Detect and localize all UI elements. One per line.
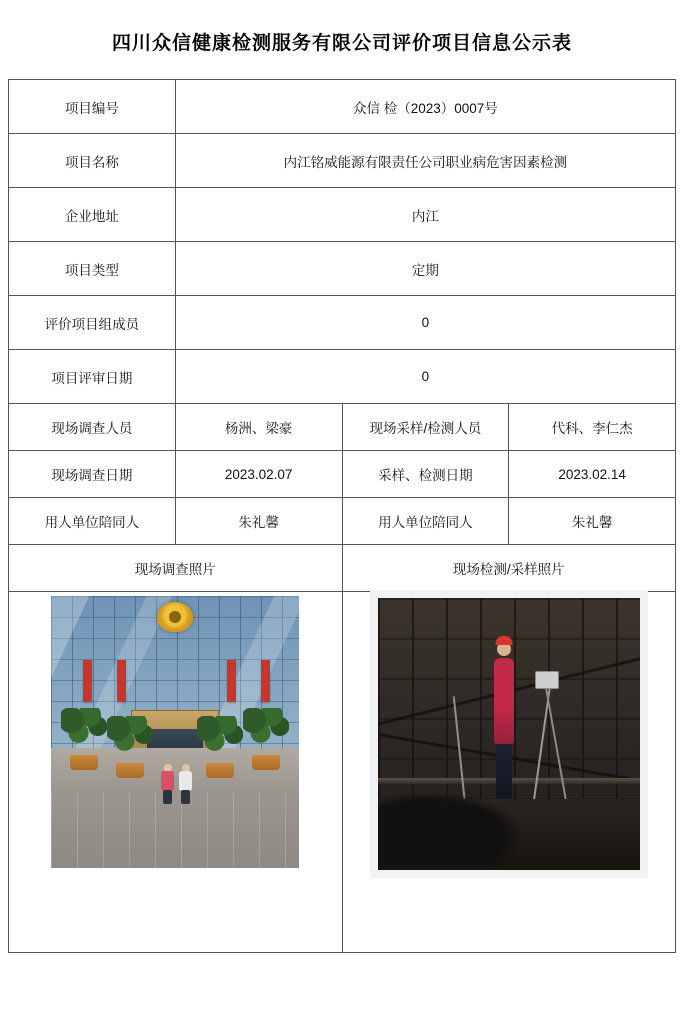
page-title: 四川众信健康检测服务有限公司评价项目信息公示表 (111, 33, 572, 54)
row-label-sampling-staff: 现场采样/检测人员 (342, 404, 509, 451)
row-value-sampling-staff: 代科、李仁杰 (509, 404, 676, 451)
row-value-review-date: 0 (175, 350, 675, 404)
row-label-team-members: 评价项目组成员 (9, 296, 176, 350)
row-label-project-number: 项目编号 (9, 80, 176, 134)
sampling-photo-wrapper (343, 592, 676, 952)
photo-header-sampling: 现场检测/采样照片 (342, 545, 676, 592)
row-label-project-type: 项目类型 (9, 242, 176, 296)
row-label-escort-right: 用人单位陪同人 (342, 498, 509, 545)
row-value-company-address: 内江 (175, 188, 675, 242)
row-label-survey-staff: 现场调查人员 (9, 404, 176, 451)
row-label-escort-left: 用人单位陪同人 (9, 498, 176, 545)
survey-photo-wrapper (9, 592, 342, 952)
person-torso (161, 771, 174, 791)
row-value-project-type: 定期 (175, 242, 675, 296)
photo-cell-survey (9, 592, 343, 953)
bonsai-pot (252, 755, 280, 770)
table-row (9, 498, 676, 545)
row-value-survey-date: 2023.02.07 (175, 451, 342, 498)
row-label-survey-date: 现场调查日期 (9, 451, 176, 498)
bonsai-canopy (107, 716, 153, 756)
red-banner-left (83, 660, 92, 702)
row-label-sampling-date: 采样、检测日期 (342, 451, 509, 498)
table-row (9, 242, 676, 296)
site-sampling-photo (378, 598, 640, 870)
bonsai-pot (70, 755, 98, 770)
photo-header-survey: 现场调查照片 (9, 545, 343, 592)
row-value-escort-left: 朱礼馨 (175, 498, 342, 545)
row-value-team-members: 0 (175, 296, 675, 350)
site-survey-photo (51, 596, 299, 868)
table-row (9, 296, 676, 350)
row-label-project-name: 项目名称 (9, 134, 176, 188)
person-legs (163, 790, 172, 804)
row-value-project-name: 内江铭威能源有限责任公司职业病危害因素检测 (175, 134, 675, 188)
table-row (9, 80, 676, 134)
bonsai-pot (116, 763, 144, 778)
table-row (9, 188, 676, 242)
red-banner-right2 (261, 660, 270, 702)
photo-cell-sampling (342, 592, 676, 953)
person-right (179, 764, 192, 804)
worker-torso (494, 658, 514, 744)
foreground-equipment (378, 794, 519, 865)
bonsai-tree (243, 708, 289, 770)
bonsai-pot (206, 763, 234, 778)
table-row (9, 350, 676, 404)
table-row (9, 592, 676, 953)
bonsai-tree (61, 708, 107, 770)
table-row (9, 134, 676, 188)
person-left (161, 764, 174, 804)
pavement-pattern (51, 792, 299, 868)
row-label-review-date: 项目评审日期 (9, 350, 176, 404)
bonsai-tree (197, 716, 243, 778)
worker-legs (496, 739, 512, 801)
row-value-project-number: 众信 检（2023）0007号 (175, 80, 675, 134)
building-emblem-icon (157, 602, 193, 632)
row-value-sampling-date: 2023.02.14 (509, 451, 676, 498)
info-table (8, 79, 676, 953)
sampling-device (535, 671, 559, 689)
table-row (9, 545, 676, 592)
table-row (9, 404, 676, 451)
bonsai-tree (107, 716, 153, 778)
bonsai-canopy (197, 716, 243, 756)
safety-helmet-icon (495, 636, 512, 645)
red-banner-left2 (117, 660, 126, 702)
row-label-company-address: 企业地址 (9, 188, 176, 242)
red-banner-right (227, 660, 236, 702)
table-row (9, 451, 676, 498)
row-value-escort-right: 朱礼馨 (509, 498, 676, 545)
bonsai-canopy (61, 708, 107, 748)
person-legs (181, 790, 190, 804)
person-torso (179, 771, 192, 791)
bonsai-canopy (243, 708, 289, 748)
row-value-survey-staff: 杨洲、梁豪 (175, 404, 342, 451)
